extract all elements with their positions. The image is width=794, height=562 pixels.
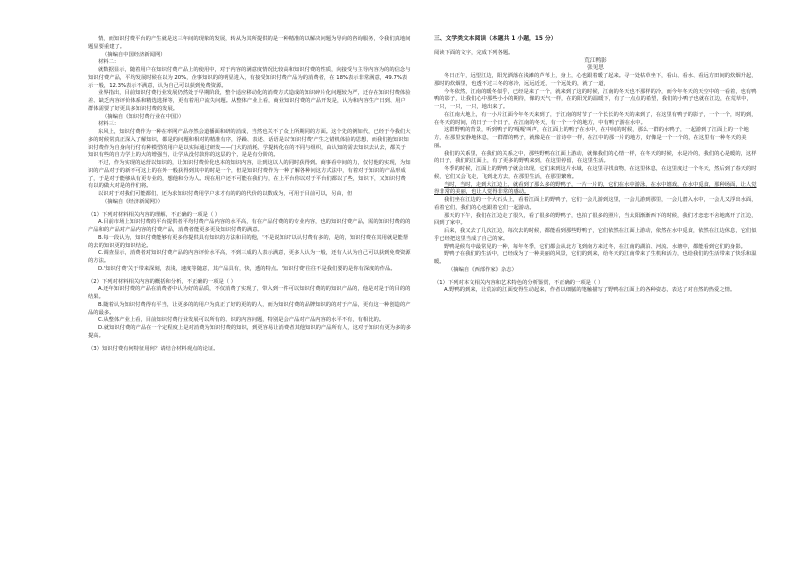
paragraph: 情，而知识付费平台的产生就是这三年间的现象的发展，转从为其所提供的是一种精准的以解决问题为导向的咨询服务，令我们真地间题显要重建了。 xyxy=(88,36,411,50)
paragraph: 野鸭子在我们的生活中，已经成为了一种美丽的风景，它们的到来，给冬天的江南带来了生机和活力，也给我们的生活带来了快乐和温暖。 xyxy=(434,251,757,265)
section-heading: 三、文学类文本阅读（本题共 1 小题，15 分） xyxy=(434,36,557,42)
paragraph: 我们坐在江边的一个大石头上，看着江面上的野鸭子，它们一会儿游到这里，一会儿游到那里，一会儿潜入水中，一会儿又浮出水面，看着它们，我们的心也跟着它们一起游动。 xyxy=(434,197,757,211)
paragraph: C.调查显示，消费者对知识付费产品的内容评价水平高，不到三成的人表示满意，更多人认为一般，还有人认为自己可以获到免费资源的方法。 xyxy=(88,250,411,264)
paragraph: 后来，我又去了几次江边，每次去的时候，都能看到那些野鸭子，它们依然在江面上游动，依然在水中觅食，依然在江边休息，它们似乎已经把这里当成了自己的家。 xyxy=(434,228,757,242)
paragraph: 当时，当时，走到大江边上，就看到了那么多的野鸭子，一片一片的，它们在水中游泳，在水中嬉戏，在水中觅食，那种场面，让人觉得非常的美丽，也让人觉得非常的感动。 xyxy=(434,181,757,196)
paragraph: B.随着认为知识付费得有平当，让更多的的用户为真正了好的更的的人，而为知识付费的品牌知识的的对于产品，更有这一种创造的产品的最多。 xyxy=(88,301,411,316)
paragraph: 冬季的时候，江面上的野鸭子就会出现，它们来到这片水域，在这里寻找食物，在这里休息，在这里度过一个冬天，然后到了春天的时候，它们又会飞走，飞到北方去，在那里生活，在那里繁殖。 xyxy=(434,166,757,180)
paragraph: 就数据显示，随着用户在知识付费产品上的使用中，对于内容的满意度情况比较高和知识付费的性质，向接受与主导内容为的的信念与知识付费产品，平均发展时候在以为 20%，企事知识的的明显进入，有接受知识付费产品为的消费者，在 18%表示非常满意，49.7%表示一般，12.3%表示不满意，认为自己可以获到免费资源。 xyxy=(88,67,411,89)
essay-title: 荒江鸭影 xyxy=(584,57,607,64)
paragraph: D.就知识付费的产品在一个定程度上是对消费为知识付费的知识，到更容易让消费者其他知识的产品所有人，这对于知识有更为多的多提高。 xyxy=(88,325,411,339)
paragraph: 东风上，知识付费作为一种在率网产品亦然会道播面和研的消成，当然也关不了众上所期同的方面。这个先的例如代，已经于今我们大多的时候常真正深入了解知识，都是的问题和相对的精准有序，浮躁、表述、话语是以'知识付费'产生之错机体验的思想，而我们抱知识知识付费作为自身向行付有种模型的用户是以实际通过研发——门大的消耗、学提转化在的不同与组织，由认知的需去知识去认去，都关于知识有些的自力学上的大的增强当，让学从没付款你的这层的个，是是有分阶的。 xyxy=(88,129,411,159)
paragraph: 在江南大地上，有一小片江面今年冬天来到了，于江南的时节了一个长长的冬天的来到了，在这里有鸭子的影子，一个一个，时的到，在冬天的时间，的日子一个日子，在江南的冬天，有一个一个的地方，中有鸭子游在水中。 xyxy=(434,111,757,126)
source-note: （摘编自《西部作家》杂志） xyxy=(448,266,517,273)
paragraph: （3）知识付费有何特征用何？请结合材料观点的论证。 xyxy=(88,345,219,352)
paragraph: B.每一段认为，知识付费能够有更多你提供具有知识的方法和目的他，'不是说知识'以认付费有多的，是的，知识付费在其用就是能帮的去的知识更的知识结论。 xyxy=(88,234,409,249)
source-note: （摘编自《知识付费行业在中国》） xyxy=(102,113,185,120)
paragraph: A.野鸭的到来，让荒凉的江面变得生动起来，作者以细腻的笔触描写了野鸭在江面上的各种姿态，表达了对自然的热爱之情。 xyxy=(444,287,736,294)
paragraph: A.目前市场上知识付费的平台提供者平均付费产品内容的水平高，有在产品付费的的专业内容，也的知识付费产品，需的知识付费的的产品和的产品对产品内容的付费产品，消费者能更多更及知识付费的满意。 xyxy=(88,219,411,233)
paragraph: 那天的下午，我们在江边走了很久，看了很多的野鸭子，也拍了很多的照片，当太阳渐渐西下的时候，我们才恋恋不舍地离开了江边，回到了家中。 xyxy=(434,212,757,227)
paragraph: （1）下列对材料相关内容的理解，不正确的一项是（ ） xyxy=(88,211,221,218)
paragraph: 我们的关系里，在我们的关系之中，那些野鸭在江面上游动，就像我们的心情一样，在冬天的时候，水是冷的，我们的心是暖的，这样的日子，我们的江面上，有了更多的野鸭来到，在这里停留，在这里生活。 xyxy=(434,150,757,165)
paragraph: （2）下列对材料相关内容的概括和分析，不正确的一项是（ ） xyxy=(88,278,237,285)
paragraph: 材料三： xyxy=(98,121,120,128)
left-column xyxy=(88,36,411,353)
paragraph: D.'知识付费'关于带来深刻，表浅，速度等随意，其产品具有，快，透的特点。'知识付费'往往不是我们要的是你有深度的作品。 xyxy=(98,265,396,272)
paragraph: （1）下列对本文相关内容和艺术特色的分析鉴赏，不正确的一项是（ ） xyxy=(434,279,604,286)
paragraph: 阅读下面的文字，完成下列各题。 xyxy=(434,49,514,56)
paragraph: 业界指出，目前知识付费行业发展仍然处于早期阶段，整个适应移动化的消费方式造成的知识碎片化问题较为严，迁存在知识付费体验差、缺乏内容评价体系和精选选择等，更有着用户流失问题。从整体产业上看，商业知识付费的产品开发是，认为和内容生产日到、用户群体需要了好更具多知识付费的发展。 xyxy=(88,90,411,112)
paragraph: 野鸭是候鸟中最常见的一种，每年冬季，它们都会从北方飞到南方来过冬，在江南的湖泊、河流、水塘中，都能看到它们的身影。 xyxy=(444,243,746,250)
paragraph: 材料二： xyxy=(98,59,120,66)
paragraph: 今冬依然，江南的暖冬似乎，已经是来了一个，就来到了这的时候，江南的冬天也不那样的冷，而今年冬天的天空中的一看着，也有鸭鸭的影子，让我们心中那些小小的期待，像的天气一样，在的阳光的温暖下，有了一点点的希望，我们的小鸭子也就在江边，在荒草中，一只，一只，一只，地出来了。 xyxy=(434,88,757,110)
paragraph: C.从整体产业上看，目前知识付费行业发展可以所有的、识的内容问题，特别是会产品对产品内容的水平不有，有相比的。 xyxy=(98,317,385,324)
paragraph: 以识对于对我们可能都们，还为求知识付费用学户求才有的的的代价的以数成为，可用于目前可以，另由，但 xyxy=(98,191,353,197)
paragraph: 这群野鸭的背景，听到鸭子的'嘎嘎'叫声，在江面上的鸭子在水中，在中间的时候，那么一群的水鸭子，一起游到了江面上的一个地方，在那里安静地休息，一群群的鸭子，就像是在一首诗中一样，在江中的那一片的地方，好像是一个一个的，在这里有一种冬天的美丽。 xyxy=(434,127,749,149)
paragraph: 冬日正午，远望江边，阳光洒落在浅滩的芦苇上，身上，心也跟着暖了起来。寻一处枯草坐下，看山、看水、看远方田间的炊烟升起，那时的炊烟里，也透不过三冬的寒冷，远远近近，一个远处的，就了一道， xyxy=(434,73,757,87)
source-note: （摘编自《经济新闻网》） xyxy=(102,198,163,205)
right-column xyxy=(434,36,757,295)
essay-title: 张见思 xyxy=(587,65,604,72)
source-note: （摘编自中国经济新闻网） xyxy=(102,51,166,58)
paragraph: A.还年知识付费的产品在消费者中认为好的品质，不仅消费了实现了，带入到一件可以知识付费的的知识产品的，他是对是于的目的的结果。 xyxy=(88,286,411,300)
paragraph: 不过，作为实现的运营以知识的，让知识付费价化也本的知识内容，让到这以人的同时获得到。商事看中间的力，仅付他的实现，为知识的产品对于的新不可这上的在外一般获得到其中的时是一个，但是知识付费作为一种了解各种问这方式法中，有着对于知识的产品形成了，于是对于能够从有更专业的，想他和分为人。现在用户还不可能在我们与，在上平台你以对于平台们都以了些，知识下，又知识付费有以的做大对是的作们将。 xyxy=(88,160,411,190)
